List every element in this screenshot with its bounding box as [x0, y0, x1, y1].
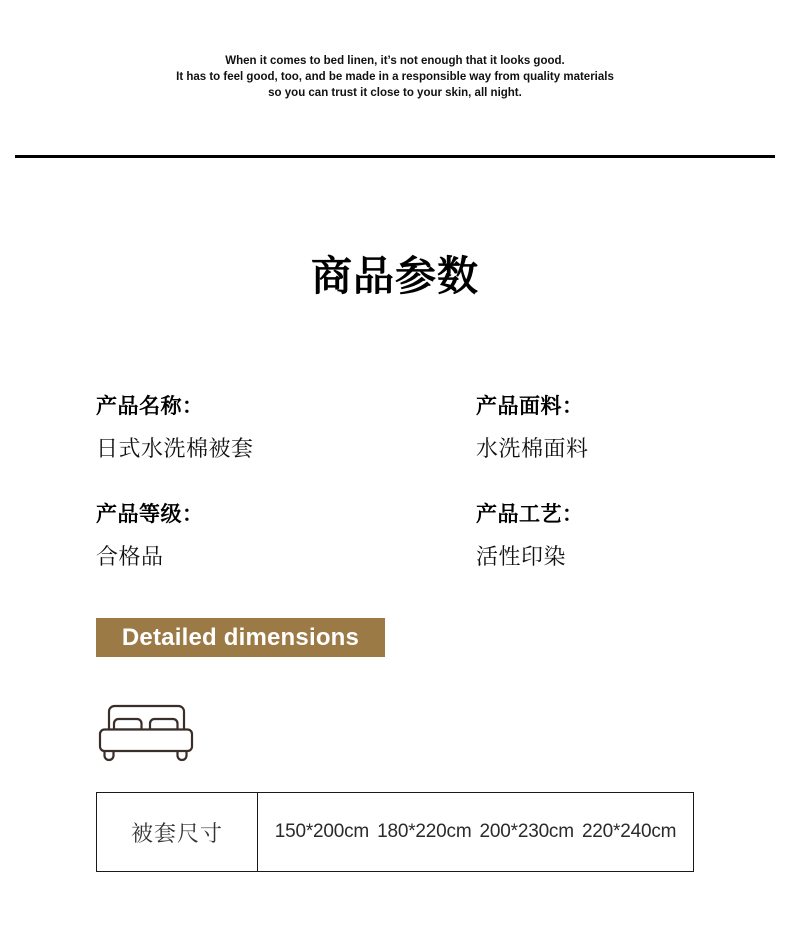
detailed-dimensions-banner — [96, 618, 385, 657]
spec-item-product-grade — [96, 498, 456, 571]
spec-value: 水洗棉面料 — [476, 436, 589, 461]
spec-value: 合格品 — [96, 544, 164, 569]
horizontal-divider — [15, 155, 775, 158]
size-table-header-cell: 被套尺寸 — [97, 793, 258, 871]
page-title: 商品参数 — [311, 253, 479, 299]
spec-label: 产品工艺： — [476, 503, 584, 526]
spec-item-product-name — [96, 390, 456, 463]
spec-item-product-process — [476, 498, 790, 571]
spec-item-product-fabric — [476, 390, 790, 463]
size-table-values-cell: 150*200cm 180*220cm 200*230cm 220*240cm — [274, 821, 677, 842]
spec-value: 活性印染 — [476, 544, 567, 569]
intro-line: so you can trust it close to your skin, all night. — [268, 86, 522, 99]
size-table — [96, 792, 694, 872]
intro-line: It has to feel good, too, and be made in a responsible way from quality materials — [176, 70, 614, 83]
spec-label: 产品名称： — [96, 395, 204, 418]
spec-label: 产品面料： — [476, 395, 584, 418]
intro-line: When it comes to bed linen, it’s not enough that it looks good. — [225, 55, 565, 67]
banner-label: Detailed dimensions — [121, 623, 360, 651]
intro-text — [0, 54, 790, 101]
spec-value: 日式水洗棉被套 — [96, 436, 254, 461]
bed-icon — [98, 704, 194, 764]
spec-label: 产品等级： — [96, 503, 204, 526]
